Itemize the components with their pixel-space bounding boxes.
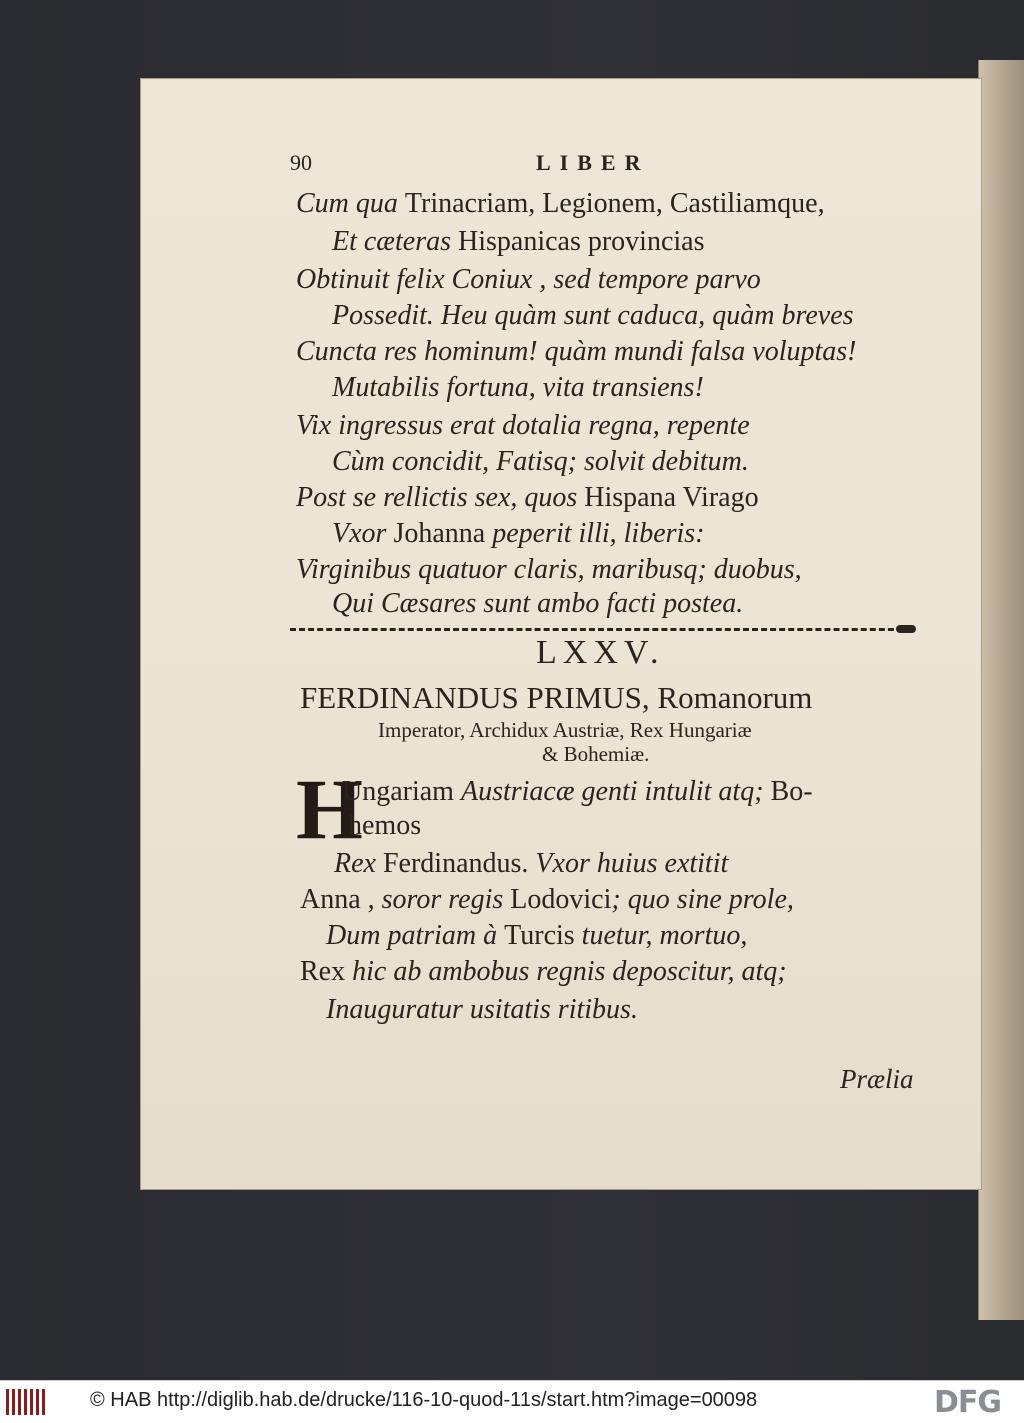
facing-page-edge	[978, 60, 1024, 1320]
text-segment: hemos	[348, 810, 422, 841]
text-segment: Vix ingressus erat dotalia regna, repente	[296, 410, 750, 441]
verse-line	[332, 446, 749, 478]
text-segment: Inauguratur usitatis ritibus.	[326, 994, 638, 1025]
text-segment: Turcis	[504, 920, 582, 951]
text-segment: Lodovici	[510, 884, 612, 915]
text-segment: Anna ,	[300, 884, 382, 915]
verse-line	[296, 188, 825, 220]
text-segment: Austriacæ genti intulit atq;	[460, 776, 771, 807]
section-subtitle-2: & Bohemiæ.	[542, 742, 650, 766]
text-segment: Virginibus quatuor claris, maribusq; duobus,	[296, 554, 802, 585]
verse-line	[332, 588, 743, 620]
dfg-logo: DFG	[934, 1385, 1002, 1420]
text-segment: Hispanicas provincias	[458, 226, 705, 257]
text-segment: Cum qua	[296, 188, 405, 219]
verse-line	[296, 410, 750, 442]
verse-line	[296, 482, 759, 514]
viewer-footer	[0, 1380, 1024, 1423]
text-segment: Cuncta res hominum! quàm mundi falsa voluptas!	[296, 336, 857, 367]
section-title: FERDINANDUS PRIMUS, Romanorum	[300, 680, 813, 715]
section-divider	[290, 628, 912, 631]
verse-line	[296, 264, 761, 296]
text-segment: Dum patriam à	[326, 920, 505, 951]
verse-line	[332, 300, 854, 332]
text-segment: Hispana Virago	[584, 482, 759, 513]
verse-line	[300, 956, 787, 988]
text-segment: Cùm concidit, Fatisq; solvit debitum.	[332, 446, 749, 477]
text-segment: peperit illi, liberis:	[492, 518, 705, 549]
text-segment: Ferdinandus.	[382, 848, 536, 879]
verse-line	[300, 884, 794, 916]
verse-line	[332, 226, 705, 258]
text-segment: Ungariam	[342, 776, 461, 807]
text-segment: Qui Cæsares sunt ambo facti postea.	[332, 588, 744, 619]
verse-line	[332, 372, 704, 404]
verse-line	[342, 776, 813, 808]
text-segment: Vxor	[332, 518, 394, 549]
drop-capital: H	[296, 761, 363, 857]
text-segment: soror regis	[381, 884, 511, 915]
text-segment: Johanna	[393, 518, 493, 549]
verse-line	[334, 848, 728, 880]
verse-line	[332, 518, 705, 550]
divider-ornament	[896, 625, 916, 633]
text-segment: tuetur, mortuo,	[581, 920, 748, 951]
catchword: Prælia	[840, 1064, 914, 1094]
page-number: 90	[290, 150, 312, 175]
text-segment: Rex	[300, 956, 353, 987]
verse-line	[296, 336, 857, 368]
text-segment: Et cæteras	[332, 226, 458, 257]
text-segment: Trinacriam, Legionem, Castiliamque,	[404, 188, 825, 219]
copyright-link[interactable]: © HAB http://diglib.hab.de/drucke/116-10-quod-11s/start.htm?image=00098	[90, 1389, 758, 1411]
verse-line	[296, 554, 802, 586]
verse-line	[348, 810, 421, 842]
text-segment: Mutabilis fortuna, vita transiens!	[332, 372, 704, 403]
text-segment: Post se rellictis sex, quos	[296, 482, 585, 513]
text-segment: Bo-	[770, 776, 813, 807]
text-segment: Rex	[334, 848, 383, 879]
section-number: LXXV.	[536, 634, 665, 671]
verse-line	[326, 994, 638, 1026]
text-segment: ; quo sine prole,	[611, 884, 794, 915]
verse-line	[326, 920, 747, 952]
text-segment: Obtinuit felix Coniux , sed tempore parvo	[296, 264, 761, 295]
hab-logo-icon	[6, 1389, 48, 1415]
running-title: LIBER	[536, 150, 650, 175]
text-segment: Vxor huius extitit	[535, 848, 729, 879]
text-segment: Possedit. Heu quàm sunt caduca, quàm breves	[332, 300, 854, 331]
section-subtitle-1: Imperator, Archidux Austriæ, Rex Hungariæ	[378, 718, 752, 742]
text-segment: hic ab ambobus regnis deposcitur, atq;	[352, 956, 787, 987]
